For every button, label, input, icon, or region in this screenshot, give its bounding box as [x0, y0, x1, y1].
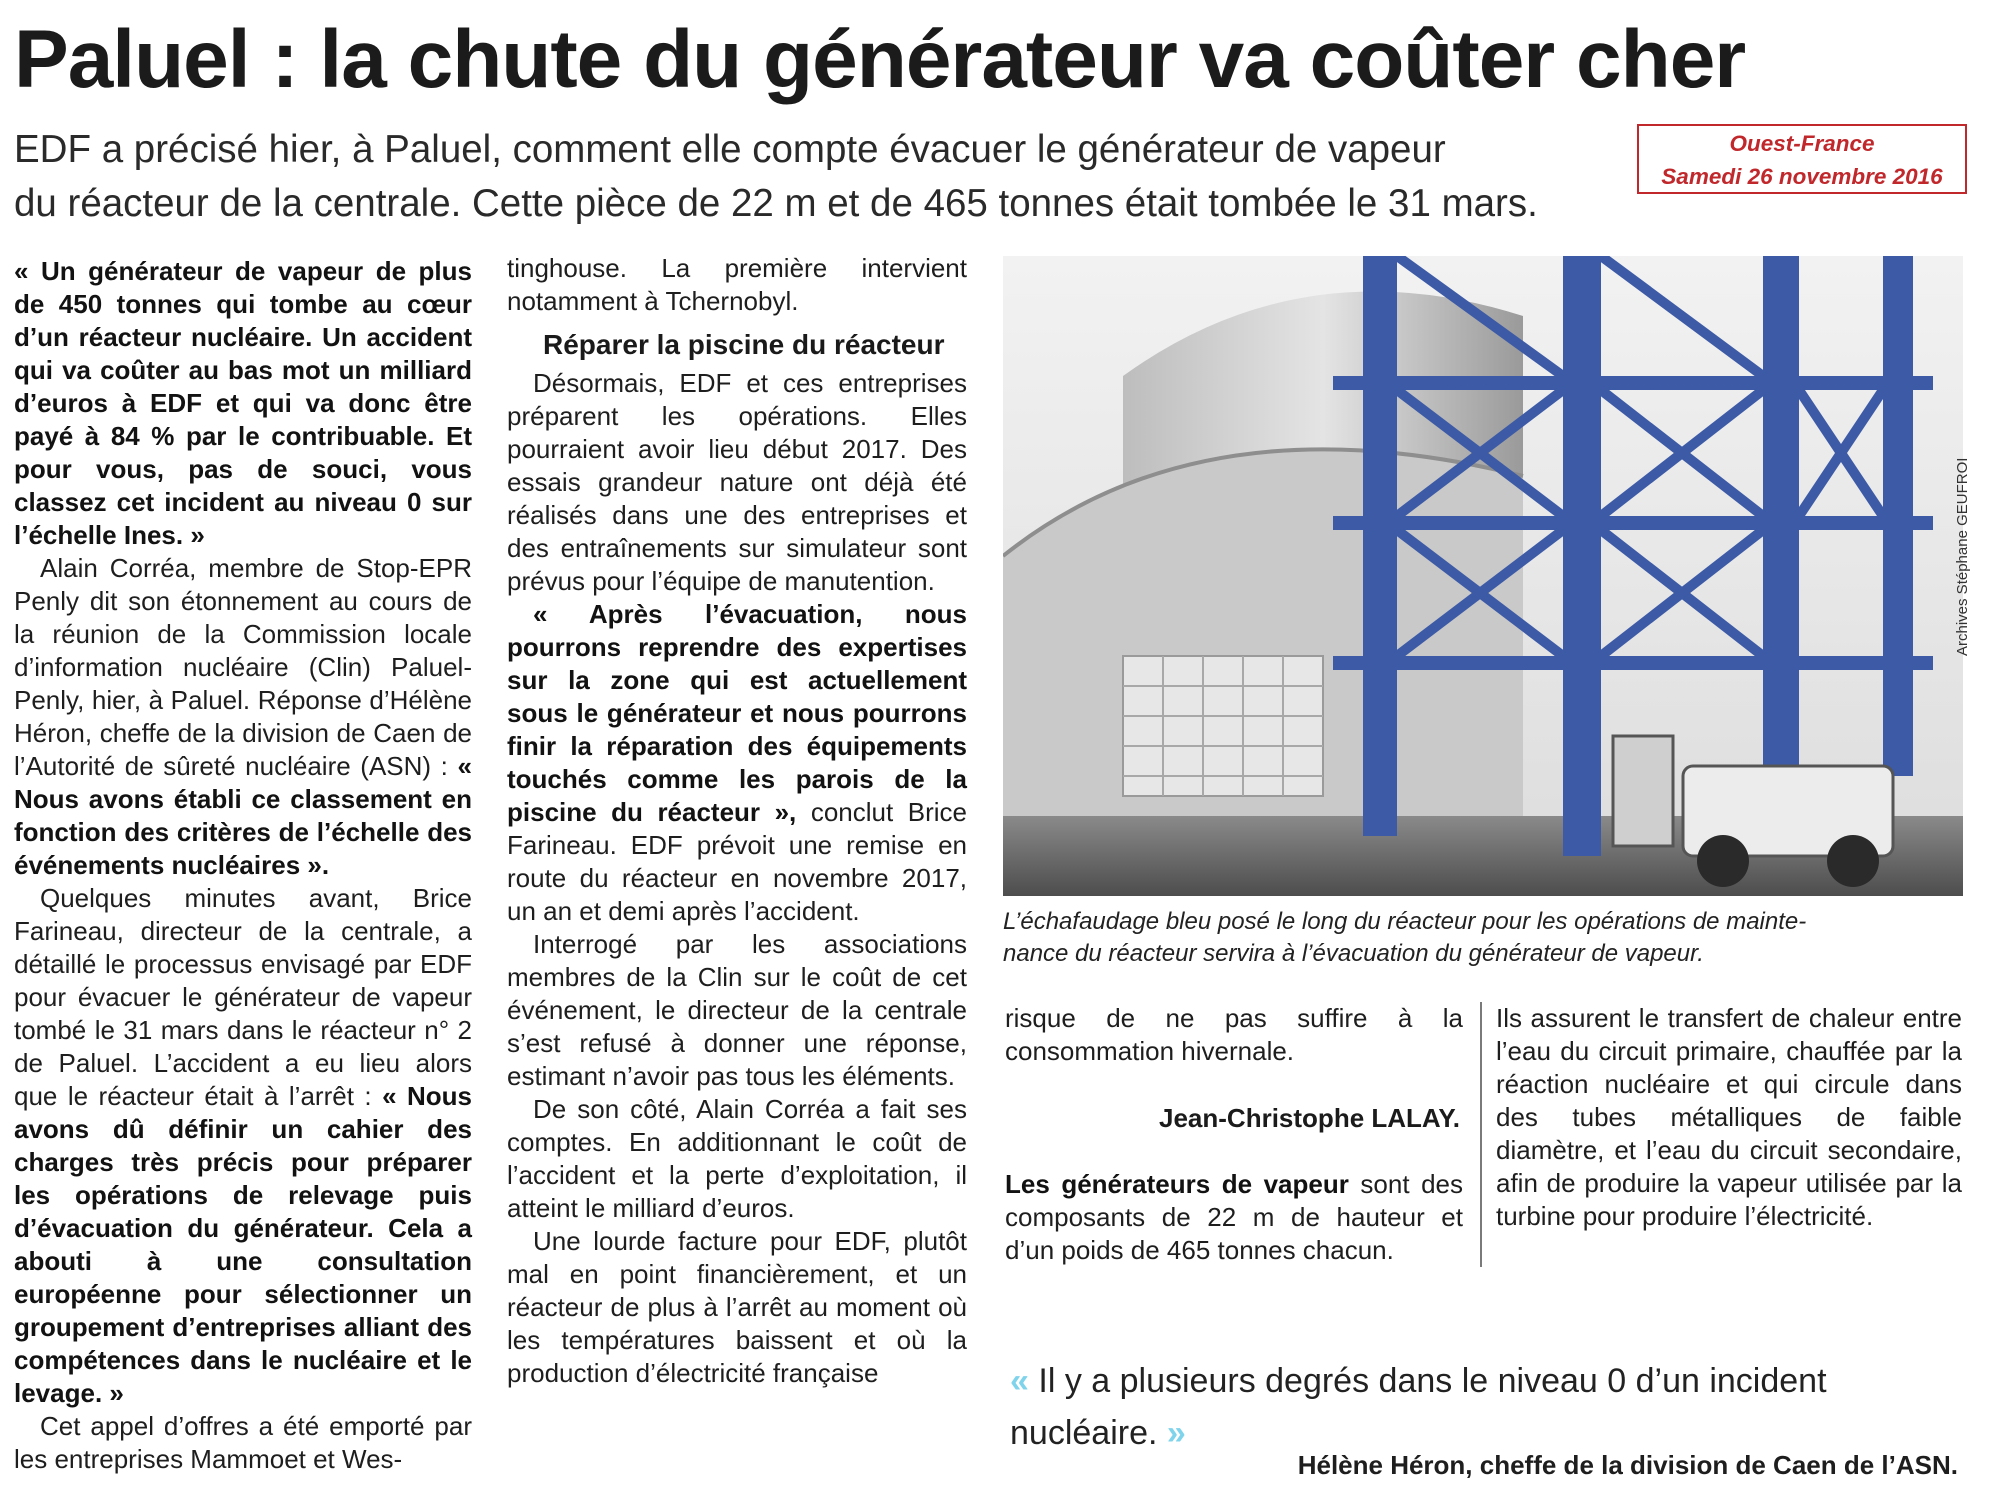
caption-line-2: nance du réacteur servira à l’évacuation du générateur de vapeur. — [1003, 940, 1704, 967]
lead-line-1: EDF a précisé hier, à Paluel, comment elle compte évacuer le générateur de vapeur — [14, 128, 1446, 171]
info-box-text — [1005, 1168, 1463, 1267]
article-column-4 — [1496, 1002, 1962, 1233]
info-box-continued: Ils assurent le transfert de chaleur entre l’eau du circuit primaire, chauffée par la réaction nucléaire et qui circule dans des tubes métalliques de faible diamètre, et l’eau du circuit secondaire, afin de produire la vapeur utilisée par la turbine pour produire l’électricité. — [1496, 1003, 1962, 1231]
opening-quote-text: « Un générateur de vapeur de plus de 450 tonnes qui tombe au cœur d’un réacteur nucléaire. Un accident qui va coûter au bas mot un milliard d’euros à EDF et qui va donc être payé à 84 % par le contribuable. Et pour vous, pas de souci, vous classez cet incident au niveau 0 sur l’échelle Ines. » — [14, 256, 472, 550]
source-date: Samedi 26 novembre 2016 — [1661, 164, 1943, 189]
paragraph: Une lourde facture pour EDF, plutôt mal en point financièrement, et un réacteur de plus à l’arrêt au moment où les températures baissent et où la production d’électricité française — [507, 1226, 967, 1388]
subheading: Réparer la piscine du réacteur — [543, 329, 945, 360]
info-box — [1005, 1168, 1463, 1267]
lead-line-2: du réacteur de la centrale. Cette pièce de 22 m et de 465 tonnes était tombée le 31 mars. — [14, 182, 1538, 225]
paragraph-text: Quelques minutes avant, Brice Farineau, directeur de la centrale, a détaillé le processus envisagé par EDF pour évacuer le générateur de vapeur tombé le 31 mars dans le réacteur n° 2 de Paluel. L’accident a eu lieu alors que le réacteur était à l’arrêt : — [14, 883, 472, 1111]
open-quote-mark: « — [1010, 1362, 1029, 1400]
paragraph-text: conclut Brice Farineau. EDF prévoit une remise en route du réacteur en novembre 2017, un an et demi après l’accident. — [507, 797, 967, 926]
article-column-1 — [14, 255, 472, 1476]
paragraph — [14, 552, 472, 882]
article-column-3 — [1005, 1002, 1463, 1068]
pull-quote-text: Il y a plusieurs degrés dans le niveau 0 d’un incident nucléaire. — [1010, 1362, 1827, 1452]
paragraph: Interrogé par les associations membres de la Clin sur le coût de cet événement, le directeur de la centrale s’est refusé à donner une réponse, estimant n’avoir pas tous les éléments. — [507, 929, 967, 1091]
caption-line-1: L’échafaudage bleu posé le long du réacteur pour les opérations de mainte- — [1003, 908, 1807, 935]
quote-text: « Nous avons établi ce classement en fonction des critères de l’échelle des événements nucléaires ». — [14, 751, 472, 880]
source-name: Ouest-France — [1729, 131, 1875, 156]
photo-caption — [1003, 906, 1963, 970]
paragraph-text: Alain Corréa, membre de Stop-EPR Penly dit son étonnement au cours de la réunion de la Commission locale d’information nucléaire (Clin) Paluel-Penly, hier, à Paluel. Réponse d’Hélène Héron, cheffe de la division de Caen de l’Autorité de sûreté nucléaire (ASN) : — [14, 553, 472, 781]
quote-text: « Après l’évacuation, nous pourrons reprendre des expertises sur la zone qui est actuellement sous le générateur et nous pourrons finir la réparation des équipements touchés comme les parois de la piscine du réacteur », — [507, 599, 967, 827]
close-quote-mark: » — [1166, 1414, 1186, 1452]
author-byline: Jean-Christophe LALAY. — [1159, 1103, 1460, 1133]
article-column-2 — [507, 252, 967, 1390]
paragraph: risque de ne pas suffire à la consommation hivernale. — [1005, 1003, 1463, 1066]
pull-quote — [1010, 1355, 1970, 1459]
paragraph: Cet appel d’offres a été emporté par les entreprises Mammoet et Wes- — [14, 1411, 472, 1474]
quote-text: « Nous avons dû définir un cahier des charges très précis pour préparer les opérations de relevage puis d’évacuation du générateur. Cela a abouti à une consultation européenne pour sélectionner un groupement d’entreprises alliant des compétences dans le nucléaire et le levage. » — [14, 1081, 472, 1408]
photo-illustration — [1003, 256, 1963, 896]
paragraph: De son côté, Alain Corréa a fait ses comptes. En additionnant le coût de l’accident et la perte d’exploitation, il atteint le milliard d’euros. — [507, 1094, 967, 1223]
reactor-scaffolding-photo — [1003, 256, 1963, 896]
headline: Paluel : la chute du générateur va coûter cher — [14, 14, 1746, 105]
photo-credit: Archives Stéphane GEUFROI — [1954, 457, 1971, 656]
source-stamp — [1637, 124, 1967, 194]
info-box-body: sont des composants de 22 m de hauteur et d’un poids de 465 tonnes chacun. — [1005, 1169, 1463, 1265]
paragraph: tinghouse. La première intervient notamment à Tchernobyl. — [507, 253, 967, 316]
info-box-lead: Les générateurs de vapeur — [1005, 1169, 1349, 1199]
opening-quote — [14, 255, 472, 552]
lead-paragraph — [14, 123, 1634, 231]
paragraph — [507, 598, 967, 928]
column-divider — [1480, 1002, 1482, 1267]
paragraph: Désormais, EDF et ces entreprises préparent les opérations. Elles pourraient avoir lieu début 2017. Des essais grandeur nature ont déjà été réalisés dans une des entreprises et des entraînements sur simulateur sont prévus pour l’équipe de manutention. — [507, 368, 967, 596]
paragraph — [14, 882, 472, 1410]
pull-quote-attribution: Hélène Héron, cheffe de la division de Caen de l’ASN. — [1297, 1450, 1958, 1480]
